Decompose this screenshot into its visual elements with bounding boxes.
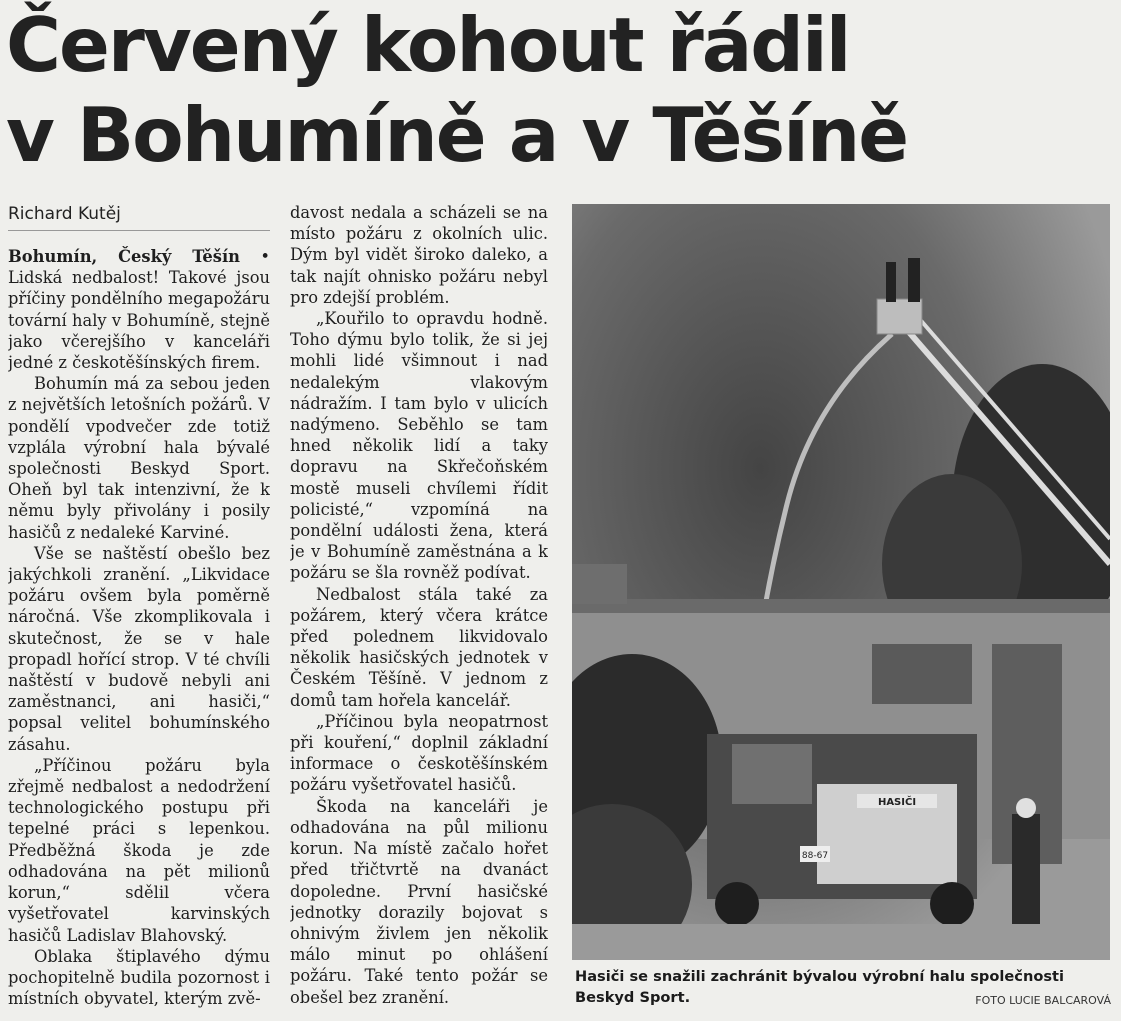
news-photo <box>572 204 1110 960</box>
article-column-2 <box>290 202 548 1018</box>
fire-truck <box>707 734 977 926</box>
byline: Richard Kutěj <box>8 204 121 224</box>
firefighter-ground <box>1012 814 1040 934</box>
dateline: Bohumín, Český Těšín <box>8 247 240 266</box>
headline-line-2: v Bohumíně a v Těšíně <box>6 91 908 179</box>
license-plate: 88-67 <box>801 851 829 861</box>
photo-credit: FOTO LUCIE BALCAROVÁ <box>975 994 1111 1007</box>
paragraph: Vše se naštěstí obešlo bez jakýchkoli zranění. „Likvidace požáru ovšem byla poměrně náročná. Vše zkomplikovala i skutečnost, že se v hale propadl hořící strop. V té chvíli naštěstí v budově nebyli ani zaměstnanci, ani hasiči,“ popsal velitel bohumínského zásahu. <box>8 543 270 754</box>
paragraph: Nedbalost stála také za požárem, který včera krátce před polednem likvidovalo několik hasičských jednotek v Českém Těšíně. V jednom z domů tam hořela kancelář. <box>290 584 548 710</box>
truck-label: HASIČI <box>877 797 917 808</box>
byline-divider <box>8 230 270 231</box>
fire-scene-illustration <box>572 204 1110 960</box>
paragraph: davost nedala a scházeli se na místo požáru z okolních ulic. Dým byl vidět široko daleko, a tak najít ohnisko požáru nebyl pro zdejší problém. <box>290 203 548 307</box>
paragraph: „Příčinou požáru byla zřejmě nedbalost a nedodržení technologického postupu při tepelné práci s lepenkou. Předběžná škoda je zde odhadována na pět milionů korun,“ sdělil včera vyšetřovatel karvinských hasičů Ladislav Blahovský. <box>8 755 270 945</box>
lead-paragraph <box>8 246 270 373</box>
paragraph: „Kouřilo to opravdu hodně. Toho dýmu bylo tolik, že si jej mohli lidé všimnout i nad nedalekým vlakovým nádražím. I tam bylo v ulicích nadýmeno. Seběhlo se tam hned několik lidí a taky dopravu na Skřečoňském mostě museli chvílemi řídit policisté,“ vzpomíná na pondělní události žena, která je v Bohumíně zaměstnána a k požáru se šla rovněž podívat. <box>290 309 548 583</box>
firefighter <box>908 258 920 302</box>
paragraph: „Příčinou byla neopatrnost při kouření,“ doplnil základní informace o českotěšínském požáru vyšetřovatel hasičů. <box>290 711 548 795</box>
ground <box>572 924 1110 960</box>
dateline-separator: • <box>260 247 270 266</box>
headline-line-1: Červený kohout řádil <box>6 1 850 89</box>
article-column-1 <box>8 246 270 1016</box>
headline <box>6 0 1116 180</box>
paragraph-text: Lidská nedbalost! Takové jsou příčiny pondělního megapožáru tovární haly v Bohumíně, stejně jako včerejšího v kanceláři jedné z českotěšínských firem. <box>8 268 270 373</box>
photo-caption: Hasiči se snažili zachránit bývalou výrobní halu společnosti Beskyd Sport. <box>575 968 1065 1006</box>
paragraph: Oblaka štiplavého dýmu pochopitelně budila pozornost i místních obyvatel, kterým zvě- <box>8 946 270 1009</box>
firefighter <box>886 262 896 302</box>
paragraph: Bohumín má za sebou jeden z největších letošních požárů. V pondělí vpodvečer zde totiž vzplála výrobní hala bývalé společnosti Beskyd Sport. Oheň byl tak intenzivní, že k němu byly přivolány i posily hasičů z nedaleké Karviné. <box>8 374 270 542</box>
paragraph: Škoda na kanceláři je odhadována na půl milionu korun. Na místě začalo hořet před třičtvrtě na dvanáct dopoledne. První hasičské jednotky dorazily bojovat s ohnivým živlem jen několik málo minut po ohlášení požáru. Také tento požár se obešel bez zranění. <box>290 796 548 1007</box>
